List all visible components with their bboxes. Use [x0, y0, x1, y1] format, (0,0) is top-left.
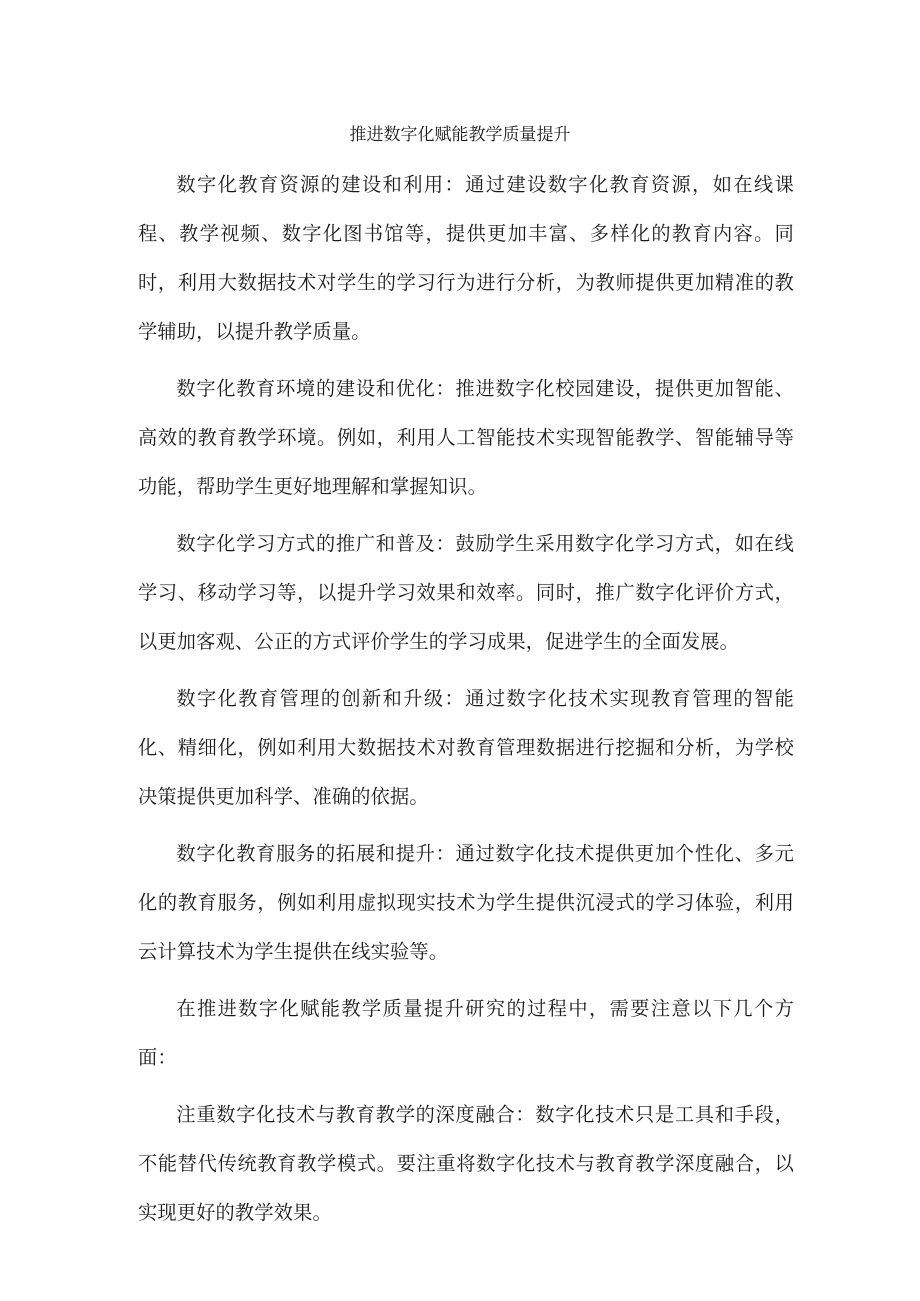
paragraph-considerations-intro: 在推进数字化赋能教学质量提升研究的过程中，需要注意以下几个方面：	[138, 997, 794, 1069]
document-title: 推进数字化赋能教学质量提升	[349, 125, 571, 145]
paragraph-deep-integration: 注重数字化技术与教育教学的深度融合：数字化技术只是工具和手段，不能替代传统教育教学模式。要注重将数字化技术与教育教学深度融合，以实现更好的教学效果。	[138, 1103, 794, 1224]
paragraph-environment: 数字化教育环境的建设和优化：推进数字化校园建设，提供更加智能、高效的教育教学环境。例如，利用人工智能技术实现智能教学、智能辅导等功能，帮助学生更好地理解和掌握知识。	[138, 377, 794, 498]
paragraph-learning-methods: 数字化学习方式的推广和普及：鼓励学生采用数字化学习方式，如在线学习、移动学习等，以提升学习效果和效率。同时，推广数字化评价方式，以更加客观、公正的方式评价学生的学习成果，促进学生的全面发展。	[138, 532, 794, 653]
paragraph-resources: 数字化教育资源的建设和利用：通过建设数字化教育资源，如在线课程、教学视频、数字化图书馆等，提供更加丰富、多样化的教育内容。同时，利用大数据技术对学生的学习行为进行分析，为教师提供更加精准的教学辅助，以提升教学质量。	[138, 173, 794, 343]
paragraph-management: 数字化教育管理的创新和升级：通过数字化技术实现教育管理的智能化、精细化，例如利用大数据技术对教育管理数据进行挖掘和分析，为学校决策提供更加科学、准确的依据。	[138, 687, 794, 808]
document-body	[138, 160, 794, 1245]
paragraph-services: 数字化教育服务的拓展和提升：通过数字化技术提供更加个性化、多元化的教育服务，例如利用虚拟现实技术为学生提供沉浸式的学习体验，利用云计算技术为学生提供在线实验等。	[138, 842, 794, 963]
